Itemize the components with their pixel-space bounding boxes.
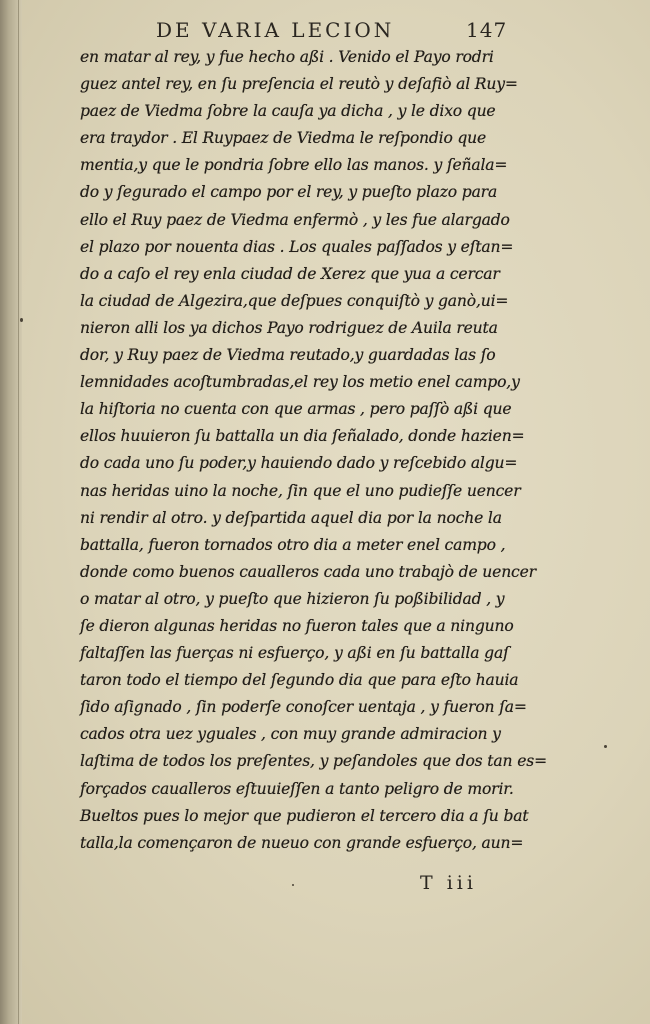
text-line: paez de Viedma ſobre la cauſa ya dicha , y le dixo que (80, 102, 496, 121)
text-line: faltaſſen las fuerças ni esfuerço, y aßi en ſu battalla gaſ (80, 644, 509, 663)
text-line: guez antel rey, en ſu preſencia el reutò y deſafiò al Ruy= (80, 75, 518, 94)
text-line: talla,la començaron de nueuo con grande esfuerço, aun= (80, 833, 524, 852)
text-line: do a caſo el rey enla ciudad de Xerez que yua a cercar (80, 264, 500, 283)
gutter-edge-line (18, 0, 19, 1024)
text-line: battalla, fueron tornados otro dia a meter enel campo , (80, 535, 506, 554)
text-line: la hiſtoria no cuenta con que armas , pero paſſò aßi que (80, 400, 512, 419)
text-line: ſe dieron algunas heridas no fueron tales que a ninguno (80, 616, 514, 635)
text-line: laſtima de todos los preſentes, y peſandoles que dos tan es= (80, 752, 547, 771)
text-line: donde como buenos caualleros cada uno trabajò de uencer (80, 562, 536, 581)
text-line: en matar al rey, y fue hecho aßi . Venido el Payo rodri (80, 48, 494, 66)
text-line: nas heridas uino la noche, ſin que el uno pudieſſe uencer (80, 481, 521, 500)
text-line: nieron alli los ya dichos Payo rodriguez de Auila reuta (80, 318, 498, 337)
folio-number: 147 (466, 18, 508, 42)
text-line: dor, y Ruy paez de Viedma reutado,y guardadas las ſo (80, 346, 496, 365)
text-line: taron todo el tiempo del ſegundo dia que para eſto hauia (80, 671, 519, 690)
text-line: mentia,y que le pondria ſobre ello las manos. y ſeñala= (80, 156, 508, 175)
text-line: do cada uno ſu poder,y hauiendo dado y reſcebido algu= (80, 454, 518, 473)
ink-speck (292, 884, 294, 886)
text-line: ſido aſignado , ſin poderſe conoſcer uentaja , y fueron ſa= (80, 698, 527, 717)
signature-mark: T iii (420, 872, 477, 894)
text-line: cados otra uez yguales , con muy grande admiracion y (80, 725, 501, 744)
text-line: lemnidades acoſtumbradas,el rey los metio enel campo,y (80, 373, 520, 392)
text-line: o matar al otro, y pueſto que hizieron ſu poßibilidad , y (80, 589, 505, 608)
running-title: DE VARIA LECION (156, 18, 395, 42)
ink-speck (604, 745, 607, 748)
text-line: do y ſegurado el campo por el rey, y pueſto plazo para (80, 183, 498, 202)
text-line: era traydor . El Ruypaez de Viedma le reſpondio que (80, 129, 487, 148)
text-line: Bueltos pues lo mejor que pudieron el tercero dia a ſu bat (80, 806, 529, 825)
text-line: el plazo por nouenta dias . Los quales paſſados y eſtan= (80, 237, 514, 256)
ink-speck (20, 318, 23, 322)
text-line: ni rendir al otro. y deſpartida aquel dia por la noche la (80, 508, 502, 527)
text-line: forçados caualleros eſtuuieſſen a tanto peligro de morir. (80, 779, 514, 798)
text-line: ello el Ruy paez de Viedma enfermò , y les fue alargado (80, 210, 510, 229)
text-line: la ciudad de Algezira,que deſpues conquiſtò y ganò,ui= (80, 291, 509, 310)
body-text (80, 44, 560, 857)
text-line: ellos huuieron ſu battalla un dia ſeñalado, donde hazien= (80, 427, 525, 446)
